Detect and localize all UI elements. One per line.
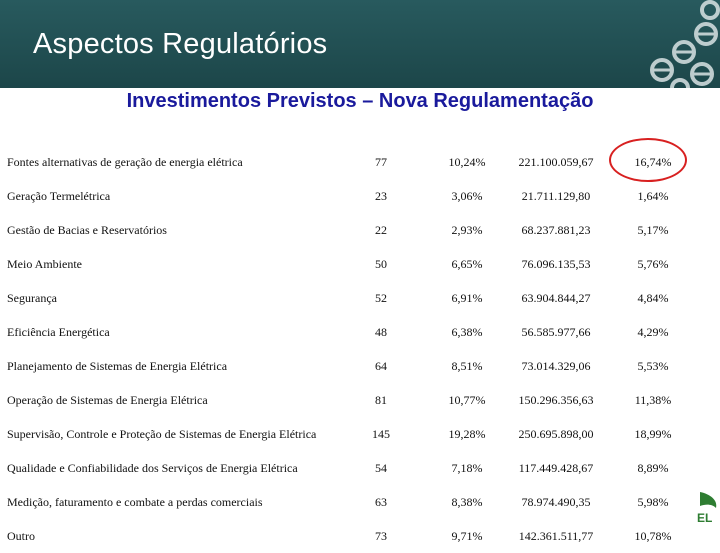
investment-share: 4,84%	[637, 291, 669, 305]
project-percent: 2,93%	[451, 223, 483, 237]
table-row	[0, 247, 720, 281]
project-count: 52	[375, 291, 387, 305]
row-label: Qualidade e Confiabilidade dos Serviços de Energia Elétrica	[7, 461, 298, 475]
svg-text:EL: EL	[697, 511, 713, 525]
investment-share: 10,78%	[634, 529, 672, 543]
investment-share: 5,98%	[637, 495, 669, 509]
investment-share: 4,29%	[637, 325, 669, 339]
investment-share: 5,76%	[637, 257, 669, 271]
project-percent: 6,91%	[451, 291, 483, 305]
project-count: 48	[375, 325, 387, 339]
investment-share: 11,38%	[634, 393, 672, 407]
table-row	[0, 519, 720, 553]
table-row	[0, 315, 720, 349]
project-count: 54	[375, 461, 387, 475]
table-row	[0, 349, 720, 383]
investment-value: 21.711.129,80	[521, 189, 591, 203]
row-label: Planejamento de Sistemas de Energia Elétrica	[7, 359, 228, 373]
investment-value: 68.237.881,23	[521, 223, 591, 237]
row-label: Fontes alternativas de geração de energia elétrica	[7, 155, 243, 169]
row-label: Gestão de Bacias e Reservatórios	[7, 223, 167, 237]
investment-value: 78.974.490,35	[521, 495, 591, 509]
project-percent: 6,65%	[451, 257, 483, 271]
company-logo-icon	[696, 490, 720, 526]
investment-share: 16,74%	[634, 155, 672, 169]
investment-share: 18,99%	[634, 427, 672, 441]
investment-value: 76.096.135,53	[521, 257, 591, 271]
project-count: 77	[375, 155, 387, 169]
project-count: 63	[375, 495, 387, 509]
investment-value: 221.100.059,67	[518, 155, 594, 169]
table-row	[0, 383, 720, 417]
table-row	[0, 485, 720, 519]
project-count: 64	[375, 359, 387, 373]
investment-value: 117.449.428,67	[518, 461, 594, 475]
investment-value: 56.585.977,66	[521, 325, 591, 339]
project-percent: 19,28%	[448, 427, 486, 441]
investment-value: 63.904.844,27	[521, 291, 591, 305]
project-count: 81	[375, 393, 387, 407]
investment-value: 250.695.898,00	[518, 427, 594, 441]
investment-share: 5,17%	[637, 223, 669, 237]
brand-pattern-icon	[610, 0, 720, 88]
project-percent: 6,38%	[451, 325, 483, 339]
table-row	[0, 213, 720, 247]
investment-share: 5,53%	[637, 359, 669, 373]
project-count: 23	[375, 189, 387, 203]
row-label: Eficiência Energética	[7, 325, 110, 339]
project-percent: 10,24%	[448, 155, 486, 169]
table-row	[0, 281, 720, 315]
row-label: Outro	[7, 529, 35, 543]
slide-title: Aspectos Regulatórios	[33, 28, 328, 60]
investment-share: 1,64%	[637, 189, 669, 203]
row-label: Supervisão, Controle e Proteção de Sistemas de Energia Elétrica	[7, 427, 317, 441]
project-count: 50	[375, 257, 387, 271]
row-label: Geração Termelétrica	[7, 189, 111, 203]
investment-value: 142.361.511,77	[518, 529, 594, 543]
table-row	[0, 417, 720, 451]
slide-header	[0, 0, 720, 88]
project-percent: 9,71%	[451, 529, 483, 543]
row-label: Meio Ambiente	[7, 257, 82, 271]
investment-value: 150.296.356,63	[518, 393, 594, 407]
row-label: Operação de Sistemas de Energia Elétrica	[7, 393, 208, 407]
project-count: 145	[372, 427, 390, 441]
project-count: 22	[375, 223, 387, 237]
table-row	[0, 179, 720, 213]
table-heading: Investimentos Previstos – Nova Regulamentação	[126, 90, 594, 112]
project-percent: 3,06%	[451, 189, 483, 203]
project-percent: 8,38%	[451, 495, 483, 509]
table-row	[0, 451, 720, 485]
investment-share: 8,89%	[637, 461, 669, 475]
project-percent: 10,77%	[448, 393, 486, 407]
row-label: Medição, faturamento e combate a perdas comerciais	[7, 495, 263, 509]
investment-value: 73.014.329,06	[521, 359, 591, 373]
row-label: Segurança	[7, 291, 57, 305]
project-percent: 7,18%	[451, 461, 483, 475]
project-percent: 8,51%	[451, 359, 483, 373]
project-count: 73	[375, 529, 387, 543]
highlight-circle	[609, 138, 687, 182]
